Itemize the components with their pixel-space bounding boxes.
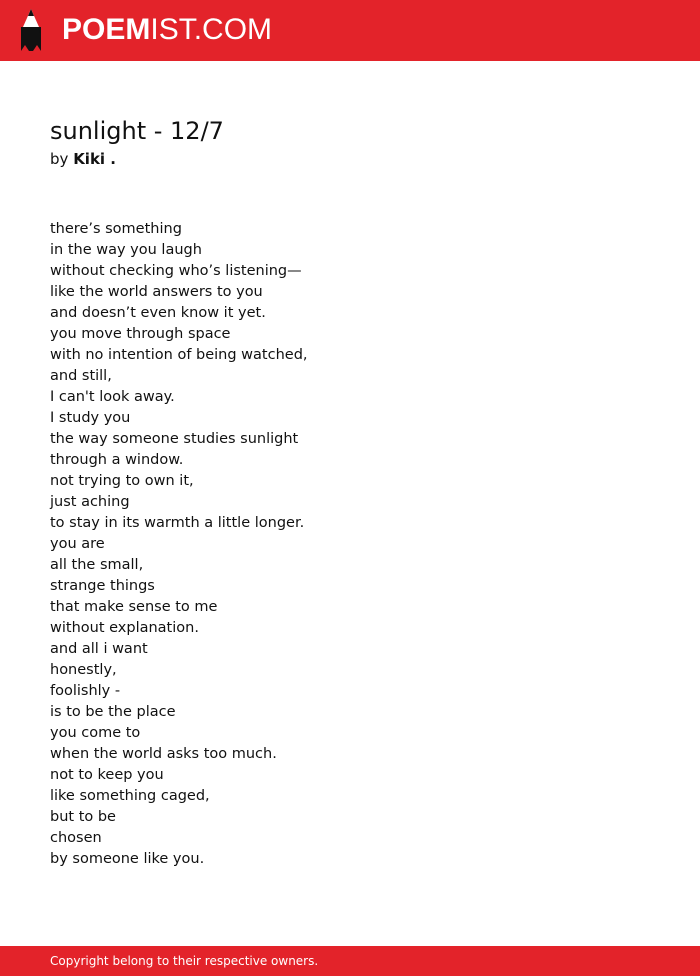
site-logo[interactable] [62, 12, 272, 48]
poem-line: you come to [50, 725, 141, 741]
poem-line: the way someone studies sunlight [50, 431, 299, 447]
logo-bold-text: POEM [62, 13, 151, 46]
poem-line: all the small, [50, 557, 144, 573]
poem-line: and still, [50, 368, 112, 384]
site-footer [0, 946, 700, 976]
poem-line: when the world asks too much. [50, 746, 277, 762]
author-name: Kiki . [73, 150, 116, 168]
poem-line: and doesn’t even know it yet. [50, 305, 266, 321]
poem-line: without explanation. [50, 620, 199, 636]
byline [50, 149, 116, 169]
pencil-tip-icon[interactable] [17, 9, 45, 51]
poem-line: like something caged, [50, 788, 210, 804]
poem-line: not to keep you [50, 767, 164, 783]
poem-line: through a window. [50, 452, 184, 468]
poem-title: sunlight - 12/7 [50, 117, 224, 145]
poem-line: I can't look away. [50, 389, 175, 405]
copyright-text: Copyright belong to their respective owners. [50, 954, 319, 968]
poem-line: I study you [50, 410, 131, 426]
poem-line: is to be the place [50, 704, 176, 720]
poem-line: by someone like you. [50, 851, 205, 867]
poem-line: like the world answers to you [50, 284, 263, 300]
logo-light-text: IST.COM [150, 13, 273, 46]
site-header [0, 0, 700, 61]
poem-line: in the way you laugh [50, 242, 202, 258]
poem-line: just aching [50, 494, 130, 510]
poem-line: strange things [50, 578, 155, 594]
poem-line: you move through space [50, 326, 231, 342]
poem-line: you are [50, 536, 105, 552]
poem-line: and all i want [50, 641, 148, 657]
poem-line: with no intention of being watched, [50, 347, 308, 363]
poem-line: chosen [50, 830, 102, 846]
poem-line: but to be [50, 809, 116, 825]
poem-line: without checking who’s listening— [50, 263, 302, 279]
poem-line: honestly, [50, 662, 117, 678]
by-label: by [50, 150, 69, 168]
poem-line: foolishly - [50, 683, 121, 699]
poem-line: that make sense to me [50, 599, 218, 615]
poem-line: not trying to own it, [50, 473, 194, 489]
poem-line: to stay in its warmth a little longer. [50, 515, 305, 531]
poem-body [50, 219, 650, 870]
poem-line: there’s something [50, 221, 182, 237]
